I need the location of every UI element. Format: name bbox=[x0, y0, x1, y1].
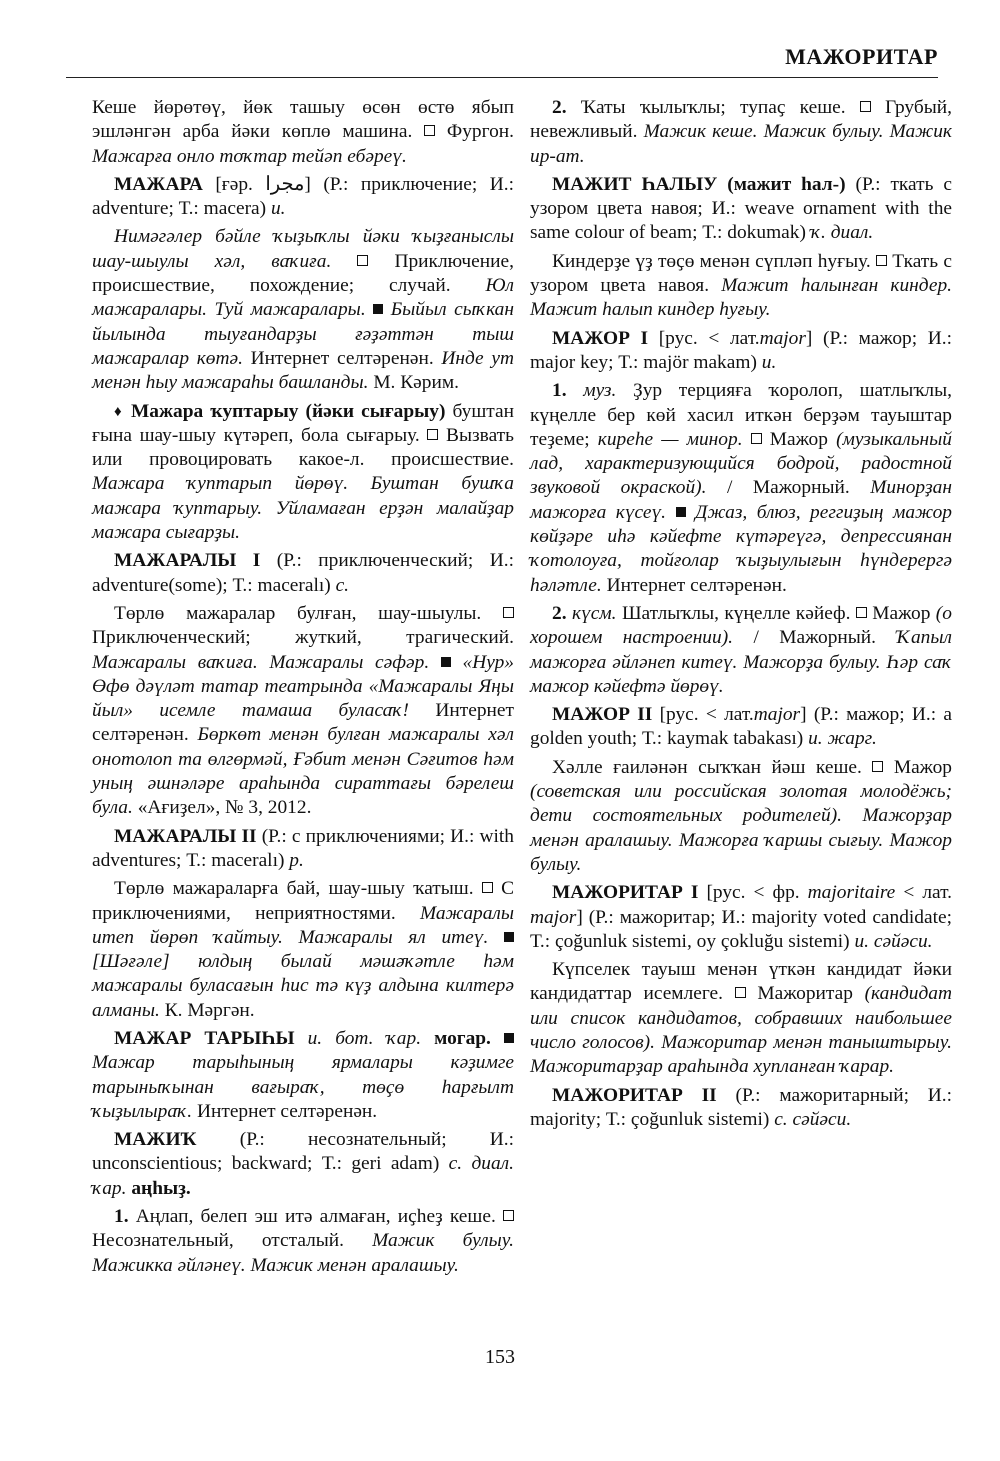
translation-box-icon bbox=[860, 101, 871, 112]
entry-continuation bbox=[92, 96, 514, 169]
header-rule bbox=[66, 77, 938, 78]
part-of-speech: и. bbox=[270, 198, 286, 220]
example: Бөркөт менән булған мажаралы хәл онотолоп та өлгөрмәй, Ғәбит менән Сәғитов һәм уның әшнәләре араһында сираттағы бәрелеш була. bbox=[92, 724, 514, 819]
example: Мажоритар менән таныштырыу. Мажоритарҙар араһында хупланған ҡарар. bbox=[530, 1031, 952, 1078]
entry-mazhor-2 bbox=[530, 703, 952, 752]
phrase: Мажара ҡуптарыу (йәки сығарыу) bbox=[130, 400, 446, 422]
definition: Ҡаты ҡылыҡлы; тупаҫ кеше. bbox=[580, 97, 846, 118]
etymology: [рус. < лат. bbox=[658, 327, 760, 349]
citation-square-icon bbox=[504, 932, 514, 942]
sense bbox=[92, 877, 514, 1023]
example: Мажар тарыһының ярмалары кәҙимге тарыныҡынан вағыраҡ, төҫө һарғылт ҡыҙылыраҡ. bbox=[92, 1052, 514, 1122]
part-of-speech: с. сәйәси. bbox=[774, 1108, 852, 1130]
example: Джаз, блюз, реггиҙың мажор көйҙәре иһә кәйефте күтәреүгә, депрессиянан ҡотолоуға, тойғолар ҡыҙыулығын һүндерергә һәләтле. bbox=[530, 501, 952, 596]
example: Инде ут менән һыу мажараһы башланды. bbox=[92, 347, 514, 394]
definition: Киндерҙе үҙ төҫө менән сүпләп һуғыу. bbox=[552, 250, 871, 272]
source: Интернет селтәренән. bbox=[606, 574, 787, 596]
etymology: < лат. bbox=[903, 882, 952, 904]
source: К. Мәргән. bbox=[164, 999, 255, 1021]
sense-number: 2. bbox=[552, 602, 567, 624]
part-of-speech: и. bbox=[761, 351, 777, 373]
definition: Шатлыҡлы, күңелле кәйеф. bbox=[621, 602, 851, 624]
example: Мажик булыу. Мажикка әйләнеү. Мажик менән аралашыу. bbox=[92, 1230, 514, 1276]
example: Мажаралы итеп йөрөп ҡайтыу. Мажаралы ял итеү. bbox=[92, 902, 514, 948]
etymon: major bbox=[530, 906, 577, 928]
page-header-title: МАЖОРИТАР bbox=[785, 44, 938, 69]
sense bbox=[530, 379, 952, 598]
etymology: ] (Р.: мажор; И.: major key; Т.: majör makam) bbox=[530, 327, 952, 373]
part-of-speech: и. жарг. bbox=[808, 728, 877, 750]
etymology: [ғәр. مجرا] (Р.: приключение; И.: adventure; Т.: macera) bbox=[92, 173, 514, 220]
translation-box-icon bbox=[735, 987, 746, 998]
entry-mazhara bbox=[92, 173, 514, 222]
phrase-entry bbox=[92, 400, 514, 546]
headword: МАЖОР II bbox=[552, 704, 653, 726]
right-column bbox=[530, 96, 952, 1136]
example: «Нур» Өфө дәүләт татар театрында «Мажаралы Яңы йыл» исемле тамаша буласаҡ! bbox=[92, 651, 514, 722]
definition: Кеше йөрөтөү, йөк ташыу өсөн өстө ябып эшләнгән арба йәки көплө машина. bbox=[92, 97, 514, 143]
translation-box-icon bbox=[424, 125, 435, 136]
sense bbox=[530, 250, 952, 323]
labels: и. бот. ҡар. bbox=[307, 1027, 422, 1049]
translation-box-icon bbox=[503, 1210, 514, 1221]
part-of-speech: ҡ. диал. bbox=[810, 222, 874, 244]
headword: МАЖИҠ bbox=[114, 1129, 197, 1151]
etymology: ] (Р.: мажоритар; И.: majority voted candidate; Т.: çoğunluk sistemi, oy çokluğu sistemi) bbox=[530, 906, 952, 952]
translation: Мажор bbox=[769, 428, 828, 450]
translation-box-icon bbox=[482, 882, 493, 893]
headword: МАЖОРИТАР II bbox=[552, 1084, 717, 1106]
translation-note: (советская или российская золотая молодёжь; дети состоятельных родителей). bbox=[530, 781, 952, 827]
entry-mazharaly-1 bbox=[92, 549, 514, 598]
example: Быйыл сыҡкан йылында тыуғандарҙы ғәҙәттән тыш мажаралар көтә. bbox=[92, 299, 514, 369]
sense-number: 2. bbox=[552, 97, 567, 118]
part-of-speech: с. bbox=[335, 574, 350, 596]
example: [Шәғәле] юлдың былай мәшәҡәтле һәм мажаралы буласағын һис тә күҙ алдына килтерә алманы. bbox=[92, 951, 514, 1021]
headword: МАЖАРА bbox=[114, 173, 203, 195]
source: Интернет селтәренән. bbox=[196, 1100, 378, 1122]
entry-mazhik bbox=[92, 1128, 514, 1201]
part-of-speech: и. сәйәси. bbox=[854, 930, 933, 952]
diamond-icon: ♦ bbox=[114, 403, 124, 420]
translation-box-icon bbox=[503, 607, 514, 618]
definition: Төрлө мажаралар булған, шау-шыулы. bbox=[114, 602, 482, 624]
etymology: (Р.: с приключениями; И.: with adventures; Т.: maceralı) bbox=[92, 825, 514, 871]
translation: С приключениями, неприятностями. bbox=[92, 878, 514, 924]
translation-box-icon bbox=[751, 433, 762, 444]
entry-mazhit-haluu bbox=[530, 173, 952, 246]
etymology: (Р.: несознательный; И.: unconscientious; backward; Т.: geri adam) bbox=[92, 1129, 514, 1175]
definition: буштан ғына шау-шыу күтәреп, бола сығарыу. bbox=[92, 400, 514, 446]
definition: Хәлле ғаиләнән сыҡҡан йәш кеше. bbox=[552, 756, 862, 778]
entry-mazhor-1 bbox=[530, 327, 952, 376]
definition: Ҙур терцияға ҡоролоп, шатлыҡлы, күңелле бер көй хасил иткән берҙәм тауыштар теҙеме; bbox=[530, 380, 952, 450]
sense bbox=[92, 602, 514, 821]
example: Минорҙан мажорға күсеү. bbox=[530, 477, 952, 523]
translation-note: (музыкальный лад, характеризующийся бодрой, радостной звуковой окраской). bbox=[530, 428, 952, 499]
sense-number: 1. bbox=[552, 380, 567, 402]
example: Мажорҙар менән аралашыу. Мажорға ҡаршы сығыу. Мажор булыу. bbox=[530, 805, 952, 875]
definition: Күпселек тауыш менән үткән кандидат йәки кандидаттар исемлеге. bbox=[530, 959, 952, 1005]
sense bbox=[530, 958, 952, 1079]
translation: Фургон. bbox=[446, 121, 514, 143]
headword: МАЖАР ТАРЫҺЫ bbox=[114, 1027, 295, 1049]
translation-note: (о хорошем настроении). bbox=[530, 602, 952, 649]
antonym: киреһе — минор. bbox=[597, 428, 743, 450]
source: «Ағиҙел», № 3, 2012. bbox=[137, 797, 312, 819]
headword: МАЖАРАЛЫ I bbox=[114, 550, 261, 572]
headword: МАЖИТ ҺАЛЫУ (мажит һал-) bbox=[552, 173, 846, 195]
citation-square-icon bbox=[676, 507, 686, 517]
sense bbox=[92, 1205, 514, 1278]
source: Интернет селтәренән. bbox=[250, 347, 434, 369]
translation-note: (кандидат или список кандидатов, собравших наибольшее число голосов). bbox=[530, 983, 952, 1053]
etymon: major bbox=[759, 327, 806, 349]
translation-box-icon bbox=[856, 607, 867, 618]
translation: Вызвать или провоцировать какое-л. происшествие. bbox=[92, 424, 514, 471]
citation-square-icon bbox=[504, 1033, 514, 1043]
translation: Грубый, невежливый. bbox=[530, 97, 952, 143]
example: Мажарға онло тоҡтар тейәп ебәреү. bbox=[92, 145, 407, 167]
example: Мажаралы ваҡиға. Мажаралы сәфәр. bbox=[92, 651, 430, 673]
example: Ҡапыл мажорға әйләнеп китеү. Мажорҙа булыу. Һәр саҡ мажор кәйефтә йөрөү. bbox=[530, 627, 952, 697]
cross-reference: могар. bbox=[434, 1027, 491, 1049]
example: Юл мажаралары. Туй мажаралары. bbox=[92, 275, 514, 321]
sense-number: 1. bbox=[114, 1206, 129, 1228]
etymology: ] (Р.: мажор; И.: a golden youth; Т.: kaymak tabakası) bbox=[530, 704, 952, 750]
translation-box-icon bbox=[427, 429, 438, 440]
sense bbox=[530, 96, 952, 169]
etymology: (Р.: мажоритарный; И.: majority; Т.: çoğunluk sistemi) bbox=[530, 1084, 952, 1130]
source: М. Кәрим. bbox=[373, 372, 459, 394]
etymon: majoritaire bbox=[807, 882, 896, 904]
entry-mazhoritar-2 bbox=[530, 1084, 952, 1133]
example: Мажара ҡуптарып йөрөү. Буштан бушҡа мажара ҡуптарыу. Уйламаған ерҙән малайҙар мажара сығарҙы. bbox=[92, 473, 514, 544]
translation: Мажор bbox=[893, 756, 952, 778]
entry-mazhar-taryhy bbox=[92, 1027, 514, 1124]
sense bbox=[92, 225, 514, 395]
etymon: major bbox=[753, 704, 801, 726]
translation: Приключенческий; жуткий, трагический. bbox=[92, 627, 514, 649]
domain-label: күсм. bbox=[571, 602, 617, 624]
definition: Төрлө мажараларға бай, шау-шыу ҡатыш. bbox=[114, 878, 474, 900]
translation-box-icon bbox=[872, 761, 883, 772]
citation-square-icon bbox=[373, 304, 383, 314]
translation: Несознательный, отсталый. bbox=[92, 1230, 345, 1252]
headword: МАЖОР I bbox=[552, 327, 649, 349]
definition: Аңлап, белеп эш итә алмаған, иҫһеҙ кеше. bbox=[135, 1206, 496, 1228]
left-column bbox=[92, 96, 514, 1282]
example: Мажик кеше. Мажик булыу. Мажик ир-ат. bbox=[530, 121, 952, 167]
part-of-speech: с. диал. ҡар. bbox=[92, 1153, 514, 1199]
headword: МАЖОРИТАР I bbox=[552, 882, 699, 904]
source: Интернет селтәренән. bbox=[92, 700, 514, 746]
sense bbox=[530, 756, 952, 877]
citation-square-icon bbox=[441, 657, 451, 667]
translation: Мажоритар bbox=[757, 983, 853, 1005]
entry-mazharaly-2 bbox=[92, 825, 514, 874]
etymology: [рус. < фр. bbox=[706, 882, 800, 904]
cross-reference: аңһыҙ. bbox=[131, 1177, 191, 1199]
page-number: 153 bbox=[485, 1346, 515, 1368]
domain-label: муз. bbox=[583, 380, 617, 402]
headword: МАЖАРАЛЫ II bbox=[114, 825, 257, 847]
sense bbox=[530, 602, 952, 699]
translation: Ткать с узором цвета навоя. bbox=[530, 250, 952, 297]
definition: Нимәгәлер бәйле ҡыҙыҡлы йәки ҡыҙғаныслы шау-шыулы хәл, ваҡиға. bbox=[92, 226, 514, 272]
part-of-speech: р. bbox=[289, 849, 304, 871]
translation: / Мажорный. bbox=[727, 477, 850, 499]
translation-box-icon bbox=[357, 255, 368, 266]
translation-box-icon bbox=[876, 255, 887, 266]
entry-mazhoritar-1 bbox=[530, 881, 952, 954]
etymology: [рус. < лат. bbox=[659, 704, 754, 726]
etymology: (Р.: ткать с узором цвета навоя; И.: weave ornament with the same colour of beam; Т.: dokumak) bbox=[530, 173, 952, 244]
translation: / Мажорный. bbox=[753, 627, 877, 649]
example: Мажит һалынған киндер. Мажит һалып киндер һуғыу. bbox=[530, 275, 952, 321]
translation: Мажор bbox=[872, 602, 931, 624]
etymology: (Р.: приключенческий; И.: adventure(some); Т.: maceralı) bbox=[92, 550, 514, 596]
translation: Приключение, происшествие, похождение; случай. bbox=[92, 250, 514, 297]
